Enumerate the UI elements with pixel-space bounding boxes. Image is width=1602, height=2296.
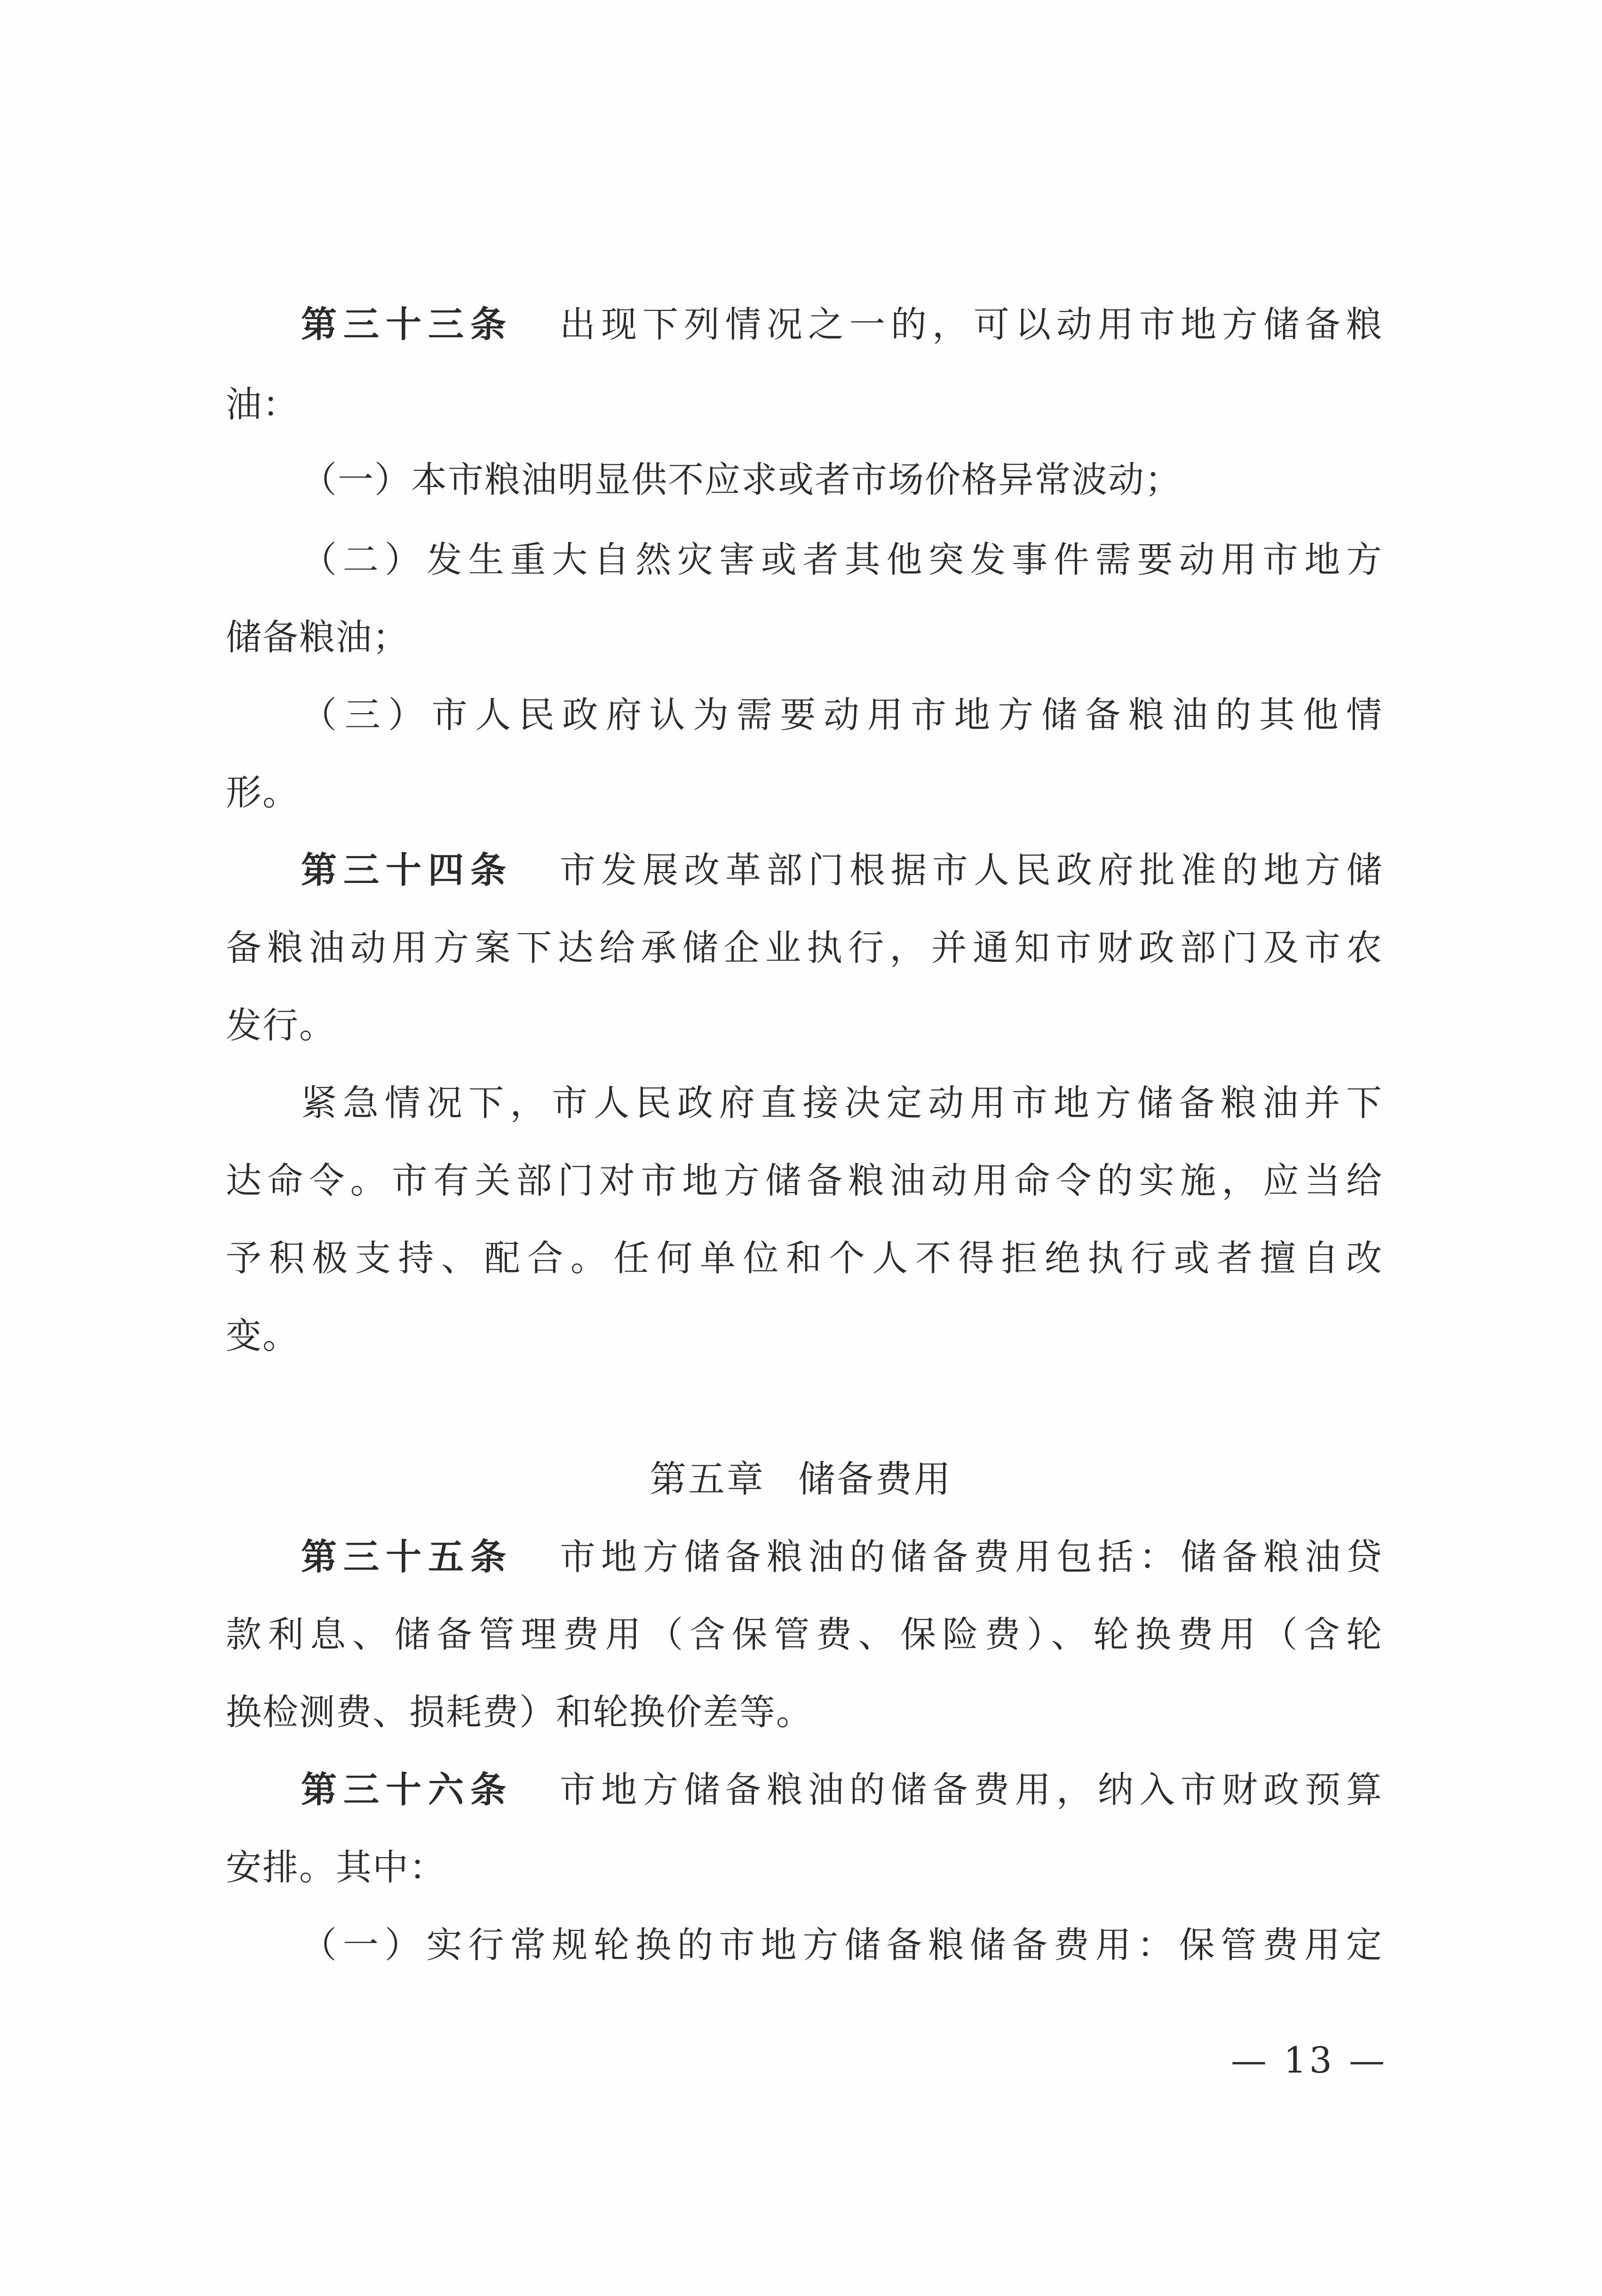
article-34-number: 第三十四条 [301,849,513,891]
article-33-item-3-line-2: 形。 [226,771,299,813]
article-34-line-1 [301,847,1383,894]
article-33-item-1: （一）本市粮油明显供不应求或者市场价格异常波动； [301,459,1182,501]
article-35-line-3: 换检测费、损耗费）和轮换价差等。 [226,1691,813,1733]
article-34-line-3: 发行。 [226,1004,336,1046]
article-34-line-2: 备粮油动用方案下达给承储企业执行，并通知市财政部门及市农 [226,927,1383,969]
article-35-line-2: 款利息、储备管理费用（含保管费、保险费）、轮换费用（含轮 [226,1613,1383,1655]
article-35-number: 第三十五条 [301,1536,513,1578]
article-36-number: 第三十六条 [301,1769,513,1811]
article-35-text-1: 市地方储备粮油的储备费用包括：储备粮油贷 [560,1536,1383,1578]
chapter-5-title: 储备费用 [798,1458,953,1501]
article-36-item-1-line-1: （一）实行常规轮换的市地方储备粮储备费用：保管费用定 [301,1924,1383,1966]
page-number: — 13 — [1230,2039,1388,2081]
chapter-5-heading [0,1456,1602,1503]
chapter-5-number: 第五章 [649,1458,765,1501]
article-36-text-1: 市地方储备粮油的储备费用，纳入市财政预算 [560,1769,1383,1811]
article-34-para-2-line-3: 予积极支持、配合。任何单位和个人不得拒绝执行或者擅自改 [226,1237,1383,1279]
article-34-para-2-line-1: 紧急情况下，市人民政府直接决定动用市地方储备粮油并下 [301,1082,1383,1124]
article-33-text-1: 出现下列情况之一的，可以动用市地方储备粮 [560,303,1383,345]
article-33-line-2: 油： [226,383,299,425]
article-33-item-2-line-1: （二）发生重大自然灾害或者其他突发事件需要动用市地方 [301,539,1383,580]
article-33-line-1 [301,301,1383,348]
article-35-line-1 [301,1533,1383,1581]
article-33-number: 第三十三条 [301,303,513,345]
article-34-para-2-line-4: 变。 [226,1315,299,1357]
article-33-item-3-line-1: （三）市人民政府认为需要动用市地方储备粮油的其他情 [301,694,1383,736]
article-36-line-2: 安排。其中： [226,1846,446,1888]
article-34-text-1: 市发展改革部门根据市人民政府批准的地方储 [560,849,1383,891]
article-34-para-2-line-2: 达命令。市有关部门对市地方储备粮油动用命令的实施，应当给 [226,1160,1383,1201]
article-33-item-2-line-2: 储备粮油； [226,616,409,658]
article-36-line-1 [301,1766,1383,1813]
